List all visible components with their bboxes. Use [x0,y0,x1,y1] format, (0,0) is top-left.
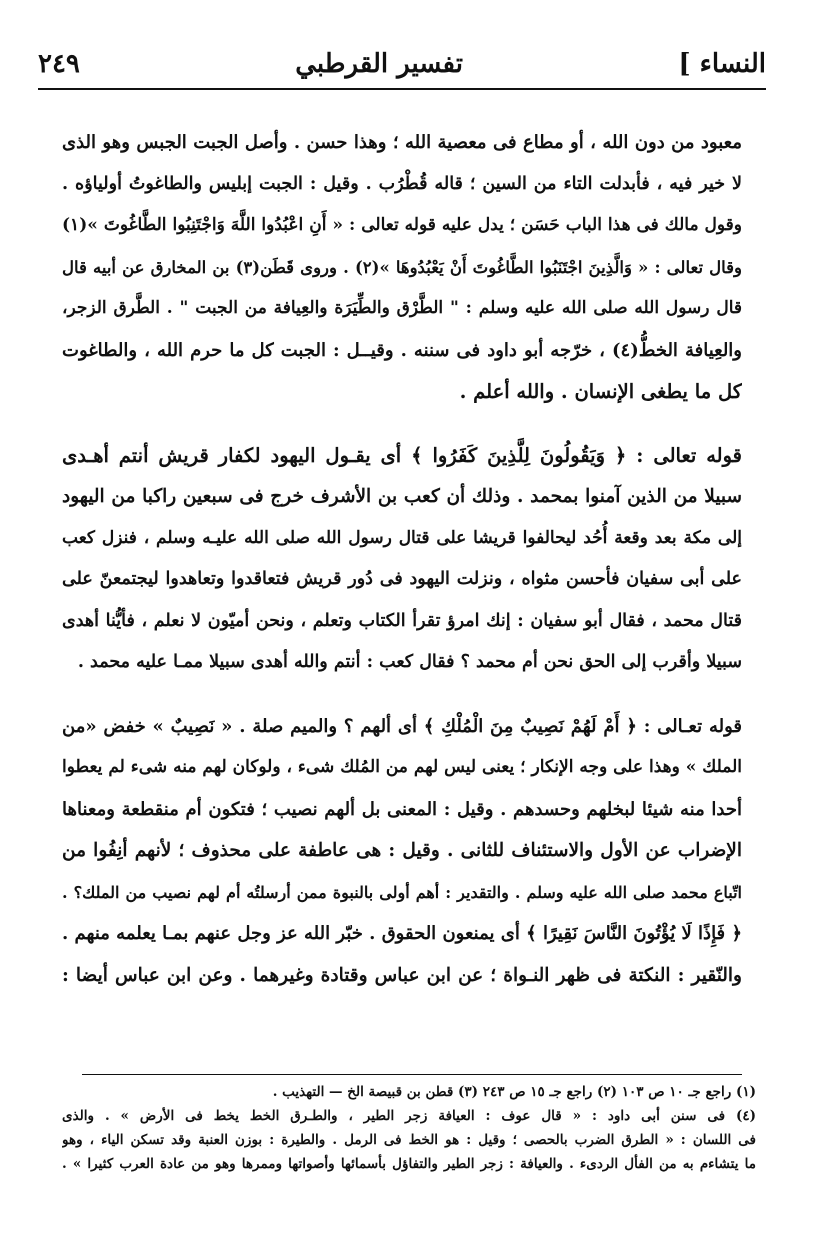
text-line: قال رسول الله صلى الله عليه وسلم : " الطَّرْق والطِّيَرَة والعِيافة من الجبت " . الطَّرق الزجر، [62,298,742,318]
text-line: وقول مالك فى هذا الباب حَسَن ؛ يدل عليه قوله تعالى : « أَنِ اعْبُدُوا اللَّهَ وَاجْتَنِبُوا الطَّاغُوتَ »(١) [62,215,742,235]
text-line: سبيلا وأقرب إلى الحق نحن أم محمد ؟ فقال كعب : أنتم والله أهدى سبيلا ممـا عليه محمد . [77,652,742,672]
page-header [38,40,766,90]
footnotes [62,1080,756,1176]
text-line: والعِيافة الخطُّ(٤) ، خرّجه أبو داود فى سننه . وقيــل : الجبت كل ما حرم الله ، والطاغوت [62,339,742,361]
surah-name: النساء ] [678,49,766,79]
page-number: ٢٤٩ [38,49,80,79]
text-line: سبيلا من الذين آمنوا بمحمد . وذلك أن كعب بن الأشرف خرج فى سبعين راكبا من اليهود [62,486,742,507]
text-line: معبود من دون الله ، أو مطاع فى معصية الله ؛ وهذا حسن . وأصل الجبت الجبس وهو الذى [62,132,742,153]
text-line: كل ما يطغى الإنسان . والله أعلم . [459,380,742,403]
text-line: اتّباع محمد صلى الله عليه وسلم . والتقدير : أهم أولى بالنبوة ممن أرسلتُه أم لهم نصيب من الملك؟ . [62,882,742,902]
text-line: على أبى سفيان فأحسن مثواه ، ونزلت اليهود فى دُور قريش فتعاقدوا وتعاهدوا ليجتمعنّ على [62,569,742,589]
text-line: الإضراب عن الأول والاستئناف للثانى . وقيل : هى عاطفة على محذوف ؛ لأنهم أنِفُوا من [62,840,742,861]
text-line: إلى مكة بعد وقعة أُحُد ليحالفوا قريشا على قتال رسول الله صلى الله عليـه وسلم ، فنزل كعب [62,527,742,548]
paragraph-2 [62,435,742,684]
main-text [62,122,742,996]
footnote-line: (١) راجع جـ ١٠ ص ١٠٣ (٢) راجع جـ ١٥ ص ٢٤٣ (٣) قطن بن قبيصة الخ — التهذيب . [272,1084,756,1100]
text-line: الملك » وهذا على وجه الإنكار ؛ يعنى ليس لهم من المُلك شىء ، ولوكان لهم منه شىء لم يعطوا [62,757,742,777]
text-line: قتال محمد ، فقال أبو سفيان : إنك امرؤ تقرأ الكتاب وتعلم ، ونحن أميّون لا نعلم ، فأيُّنا أهدى [62,610,742,631]
footnote-line: ما يتشاءم به من الفأل الردىء . والعيافة : زجر الطير والتفاؤل بأسمائها وأصواتها وممرها وهو من عادة العرب كثيرا » . [62,1156,756,1172]
paragraph-3 [62,706,742,997]
book-title: تفسير القرطبي [295,49,463,79]
text-line: ﴿ فَإِذًا لَا يُؤْتُونَ النَّاسَ نَقِيرًا ﴾ أى يمنعون الحقوق . خبّر الله عز وجل عنهم بمـا يعلمه منهم . [62,923,742,944]
text-line: قوله تعالى : ﴿ وَيَقُولُونَ لِلَّذِينَ كَفَرُوا ﴾ أى يقـول اليهود لكفار قريش أنتم أهـدى [62,443,742,467]
footnote-line: (٤) فى سنن أبى داود : « قال عوف : العيافة زجر الطير ، والطـرق الخط يخط فى الأرض » . والذى [62,1108,756,1124]
footnote-divider [82,1074,742,1075]
paragraph-1 [62,122,742,413]
text-line: أحدا منه شيئا لبخلهم وحسدهم . وقيل : المعنى بل ألهم نصيب ؛ فتكون أم منقطعة ومعناها [62,798,742,820]
text-line: لا خير فيه ، فأبدلت التاء من السين ؛ قاله قُطْرُب . وقيل : الجبت إبليس والطاغوتُ أولياؤه . [62,173,742,194]
text-line: والنّقير : النكتة فى ظهر النـواة ؛ عن ابن عباس وقتادة وغيرهما . وعن ابن عباس أيضا : [62,964,742,986]
text-line: قوله تعـالى : ﴿ أَمْ لَهُمْ نَصِيبٌ مِنَ الْمُلْكِ ﴾ أى ألهم ؟ والميم صلة . « نَصِيبٌ » خفض «من [62,715,742,737]
footnote-line: فى اللسان : « الطرق الضرب بالحصى ؛ وقيل : هو الخط فى الرمل . والطيرة : بوزن العنبة وقد تسكن الياء ، وهو [62,1132,756,1148]
text-line: وقال تعالى : « وَالَّذِينَ اجْتَنَبُوا الطَّاغُوتَ أَنْ يَعْبُدُوهَا »(٢) . وروى قَطَن(٣) بن المخارق عن أبيه قال [62,257,742,277]
